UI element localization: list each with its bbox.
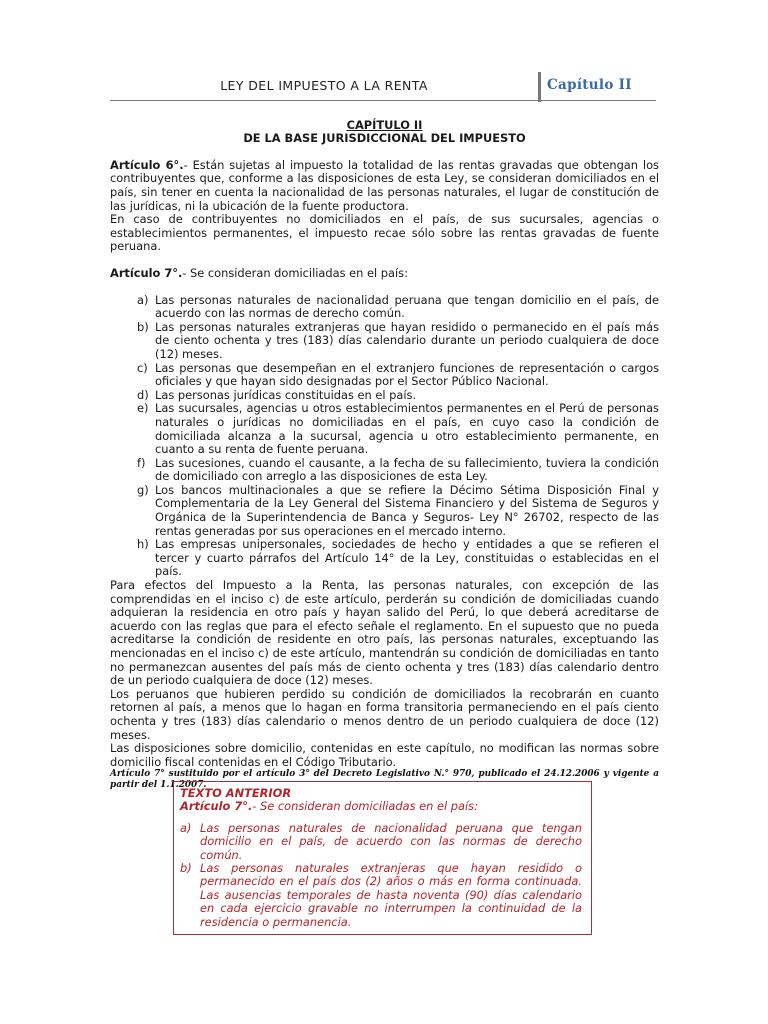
list-item: a) Las personas naturales de nacionalidad peruana que tengan domicilio en el país, de acuerdo con las normas de derecho común. (180, 820, 582, 862)
list-item: c) Las personas que desempeñan en el extranjero funciones de representación o cargos oficiales y que hayan sido designadas por el Sector Público Nacional. (137, 360, 659, 389)
list-item: a) Las personas naturales de nacionalidad peruana que tengan domicilio en el país, de acuerdo con las normas de derecho común. (137, 292, 659, 321)
running-header-title: LEY DEL IMPUESTO A LA RENTA (220, 78, 428, 93)
chapter-heading (110, 119, 659, 146)
header-divider-bar (538, 72, 541, 102)
article-6-label: Artículo 6°. (110, 157, 184, 172)
chapter-title: CAPÍTULO II (346, 118, 423, 132)
list-item: b) Las personas naturales extranjeras que hayan residido o permanecido en el país más de ciento ochenta y tres (183) días calendario durante un periodo cualquiera de doce (12) meses. (137, 319, 659, 361)
running-header-chapter: Capítulo II (547, 77, 632, 93)
article-6-paragraph (110, 159, 659, 213)
article-7-intro (110, 267, 659, 281)
article-7-list (110, 294, 659, 579)
article-6-paragraph-2: En caso de contribuyentes no domiciliados en el país, de sus sucursales, agencias o establecimientos permanentes, el impuesto recae sólo sobre las rentas gravadas de fuente peruana. (110, 212, 659, 254)
list-item: g) Los bancos multinacionales a que se refiere la Décimo Sétima Disposición Final y Complementaria de la Ley General del Sistema Financiero y del Sistema de Seguros y Orgánica de la Superintendencia de Banca y Seguros- Ley N° 26702, respecto de las rentas generadas por sus operaciones en el mercado interno. (137, 482, 659, 538)
list-item: b) Las personas naturales extranjeras que hayan residido o permanecido en el país dos (2) años o más en forma continuada. Las ausencias temporales de hasta noventa (90) días calendario en cada ejercicio gravable no interrumpen la continuidad de la residencia o permanencia. (180, 861, 582, 929)
previous-text-heading: TEXTO ANTERIOR (180, 786, 292, 800)
amendment-note: Artículo 7° sustituido por el artículo 3° del Decreto Legislativo N.° 970, publicado el 24.12.2006 y vigente a partir del 1.1.2007. (110, 769, 659, 790)
article-7-paragraph-1: Para efectos del Impuesto a la Renta, las personas naturales, con excepción de las comprendidas en el inciso c) de este artículo, perderán su condición de domiciliadas cuando adquieran la residencia en otro país y hayan salido del Perú, lo que deberá acreditarse de acuerdo con las reglas que para el efecto señale el reglamento. En el supuesto que no pueda acreditarse la condición de residente en otro país, las personas naturales, exceptuando las mencionadas en el inciso c) de este artículo, mantendrán su condición de domiciliadas en tanto no permanezcan ausentes del país más de ciento ochenta y tres (183) días calendario dentro de un periodo cualquiera de doce (12) meses. (110, 578, 659, 688)
article-6-text: - Están sujetas al impuesto la totalidad de las rentas gravadas que obtengan los contribuyentes que, conforme a las disposiciones de esta Ley, se consideran domiciliados en el país, sin tener en cuenta la nacionalidad de las personas naturales, el lugar de constitución de las jurídicas, ni la ubicación de la fuente productora. (110, 157, 659, 213)
list-item: d) Las personas jurídicas constituidas en el país. (137, 387, 417, 402)
list-item: h) Las empresas unipersonales, sociedades de hecho y entidades a que se refieren el tercer y cuarto párrafos del Artículo 14° de la Ley, constituidas o establecidas en el país. (137, 537, 659, 579)
list-item: f) Las sucesiones, cuando el causante, a la fecha de su fallecimiento, tuviera la condición de domiciliado con arreglo a las disposiciones de esta Ley. (137, 455, 659, 484)
article-7-paragraph-2: Los peruanos que hubieren perdido su condición de domiciliados la recobrarán en cuanto retornen al país, a menos que lo hagan en forma transitoria permaneciendo en el país ciento ochenta y tres (183) días calendario o menos dentro de un periodo cualquiera de doce (12) meses. (110, 686, 659, 742)
previous-text-box (173, 781, 592, 935)
previous-article-intro: Artículo 7°.- Se consideran domiciliadas en el país: (180, 799, 478, 814)
chapter-subtitle: DE LA BASE JURISDICCIONAL DEL IMPUESTO (243, 131, 526, 146)
header-rule (110, 100, 656, 101)
article-7-paragraph-3: Las disposiciones sobre domicilio, contenidas en este capítulo, no modifican las normas sobre domicilio fiscal contenidas en el Código Tributario. (110, 741, 659, 769)
article-7-intro-text: - Se consideran domiciliadas en el país: (182, 265, 408, 280)
previous-article-label: Artículo 7°. (180, 799, 253, 814)
list-item: e) Las sucursales, agencias u otros establecimientos permanentes en el Perú de personas naturales o jurídicas no domiciliadas en el país, en cuyo caso la condición de domiciliada alcanza a la sucursal, agencia u otro establecimiento permanente, en cuanto a su renta de fuente peruana. (137, 401, 659, 457)
document-body (110, 119, 659, 790)
previous-article-list (180, 822, 585, 929)
article-7-label: Artículo 7°. (110, 265, 183, 280)
